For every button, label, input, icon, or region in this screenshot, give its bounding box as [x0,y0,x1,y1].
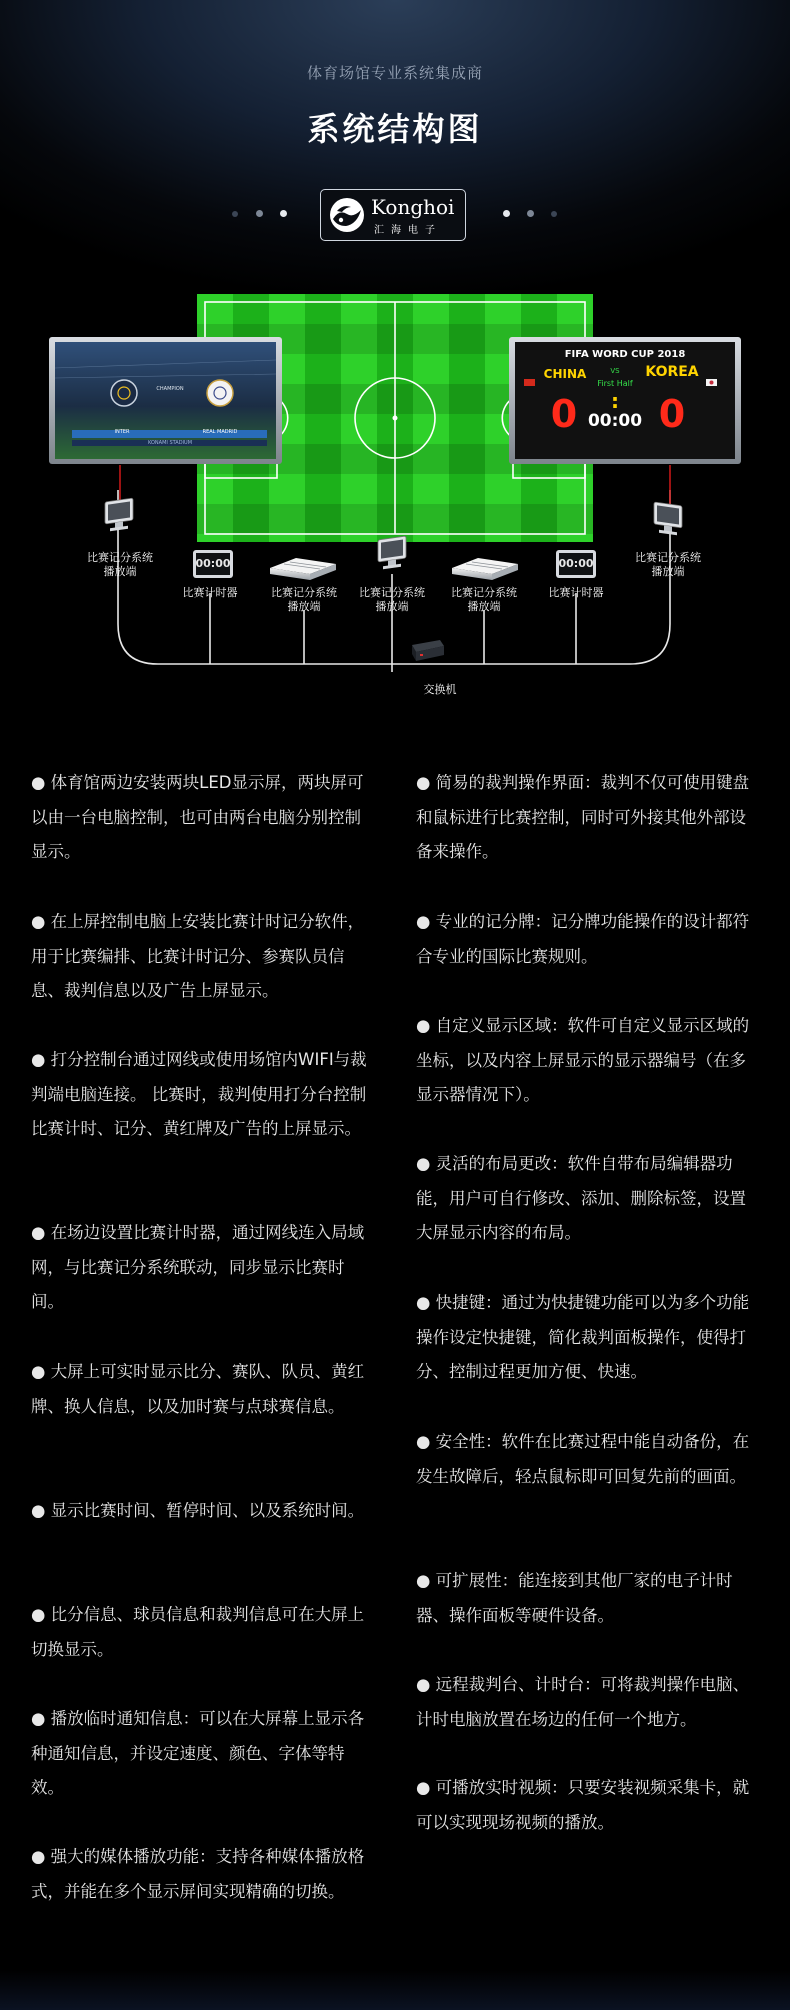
feature-right-2: ● 专业的记分牌：记分牌功能操作的设计都符合专业的国际比赛规则。 [416,912,750,966]
network-switch [412,640,444,661]
video-right-label: REAL MADRID [202,429,238,435]
scoreboard-title: FIFA WORD CUP 2018 [564,349,686,360]
feature-right-7: ● 可扩展性：能连接到其他厂家的电子计时器、操作面板等硬件设备。 [416,1571,733,1625]
monitor-left [105,498,133,532]
carousel-dot [280,210,287,217]
header-subtitle: 体育场馆专业系统集成商 [306,64,483,82]
label-player-left: 比赛记分系统 播放端 [87,551,153,578]
feature-right-8: ● 远程裁判台、计时台：可将裁判操作电脑、计时电脑放置在场边的任何一个地方。 [416,1675,750,1729]
feature-right-1: ● 简易的裁判操作界面：裁判不仅可使用键盘和鼠标进行比赛控制，同时可外接其他外部设备来操作。 [416,773,750,861]
carousel-dot [256,210,263,217]
diagram-canvas [0,280,790,720]
feature-right-4: ● 灵活的布局更改：软件自带布局编辑器功能，用户可自行修改、添加、删除标签，设置大屏显示内容的布局。 [416,1154,746,1242]
team-left: CHINA [543,367,587,381]
label-timer-right: 比赛计时器 [548,586,604,599]
logo-name-en: Konghoi [371,195,455,219]
wave-emblem-icon [329,197,365,233]
score-left: 0 [550,392,578,436]
server-right [452,558,518,580]
carousel-dot [551,211,557,217]
feature-right-9: ● 可播放实时视频：只要安装视频采集卡，就可以实现现场视频的播放。 [416,1778,750,1832]
system-diagram [0,280,790,720]
feature-left-9: ● 强大的媒体播放功能：支持各种媒体播放格式，并能在多个显示屏间实现精确的切换。 [31,1847,365,1901]
feature-left-2: ● 在上屏控制电脑上安装比赛计时记分软件，用于比赛编排、比赛计时记分、参赛队员信息、裁判信息以及广告上屏显示。 [31,912,365,1000]
label-server-right: 比赛记分系统 播放端 [451,586,517,613]
score-right: 0 [658,392,686,436]
monitor-center [378,536,406,570]
score-colon: : [611,389,619,413]
video-bottom-text: KONAMI STADIUM [147,440,193,446]
feature-left-1: ● 体育馆两边安装两块LED显示屏，两块屏可以由一台电脑控制，也可由两台电脑分别控制显示。 [31,773,364,861]
label-timer-left: 比赛计时器 [182,586,238,599]
video-center-text: CHAMPION [156,386,184,392]
timer-left-display: 00:00 [195,557,231,570]
feature-left-3: ● 打分控制台通过网线或使用场馆内WIFI与裁判端电脑连接。 比赛时，裁判使用打分台控制比赛计时、记分、黄红牌及广告的上屏显示。 [31,1050,367,1138]
feature-right-5: ● 快捷键：通过为快捷键功能可以为多个功能操作设定快捷键，简化裁判面板操作，使得打分、控制过程更加方便、快速。 [416,1293,750,1381]
period-label: First Half [597,379,633,388]
carousel-dot [527,210,534,217]
label-player-center: 比赛记分系统 播放端 [359,586,425,613]
label-player-right: 比赛记分系统 播放端 [635,551,701,578]
feature-left-6: ● 显示比赛时间、暂停时间、以及系统时间。 [31,1501,365,1520]
feature-left-7: ● 比分信息、球员信息和裁判信息可在大屏上切换显示。 [31,1605,365,1659]
label-server-left: 比赛记分系统 播放端 [271,586,337,613]
vs-label: VS [610,367,620,375]
carousel-dot [232,211,238,217]
page-title: 系统结构图 [307,110,483,148]
logo-name-cn: 汇海电子 [374,225,442,236]
game-clock: 00:00 [587,411,643,431]
feature-left-4: ● 在场边设置比赛计时器，通过网线连入局域网，与比赛记分系统联动，同步显示比赛时间。 [31,1223,365,1311]
label-switch: 交换机 [423,683,457,696]
brand-logo [320,189,466,241]
timer-right-display: 00:00 [558,557,594,570]
monitor-right [654,502,682,536]
server-left [270,558,336,580]
video-left-label: INTER [114,429,130,435]
team-right: KOREA [645,364,699,380]
feature-right-3: ● 自定义显示区域：软件可自定义显示区域的坐标，以及内容上屏显示的显示器编号（在多显示器情况下）。 [416,1016,750,1104]
feature-left-5: ● 大屏上可实时显示比分、赛队、队员、黄红牌、换人信息，以及加时赛与点球赛信息。 [31,1362,365,1416]
carousel-dot [503,210,510,217]
feature-left-8: ● 播放临时通知信息：可以在大屏幕上显示各种通知信息，并设定速度、颜色、字体等特效。 [31,1709,365,1797]
feature-right-6: ● 安全性：软件在比赛过程中能自动备份，在发生故障后，轻点鼠标即可回复先前的画面。 [416,1432,750,1486]
